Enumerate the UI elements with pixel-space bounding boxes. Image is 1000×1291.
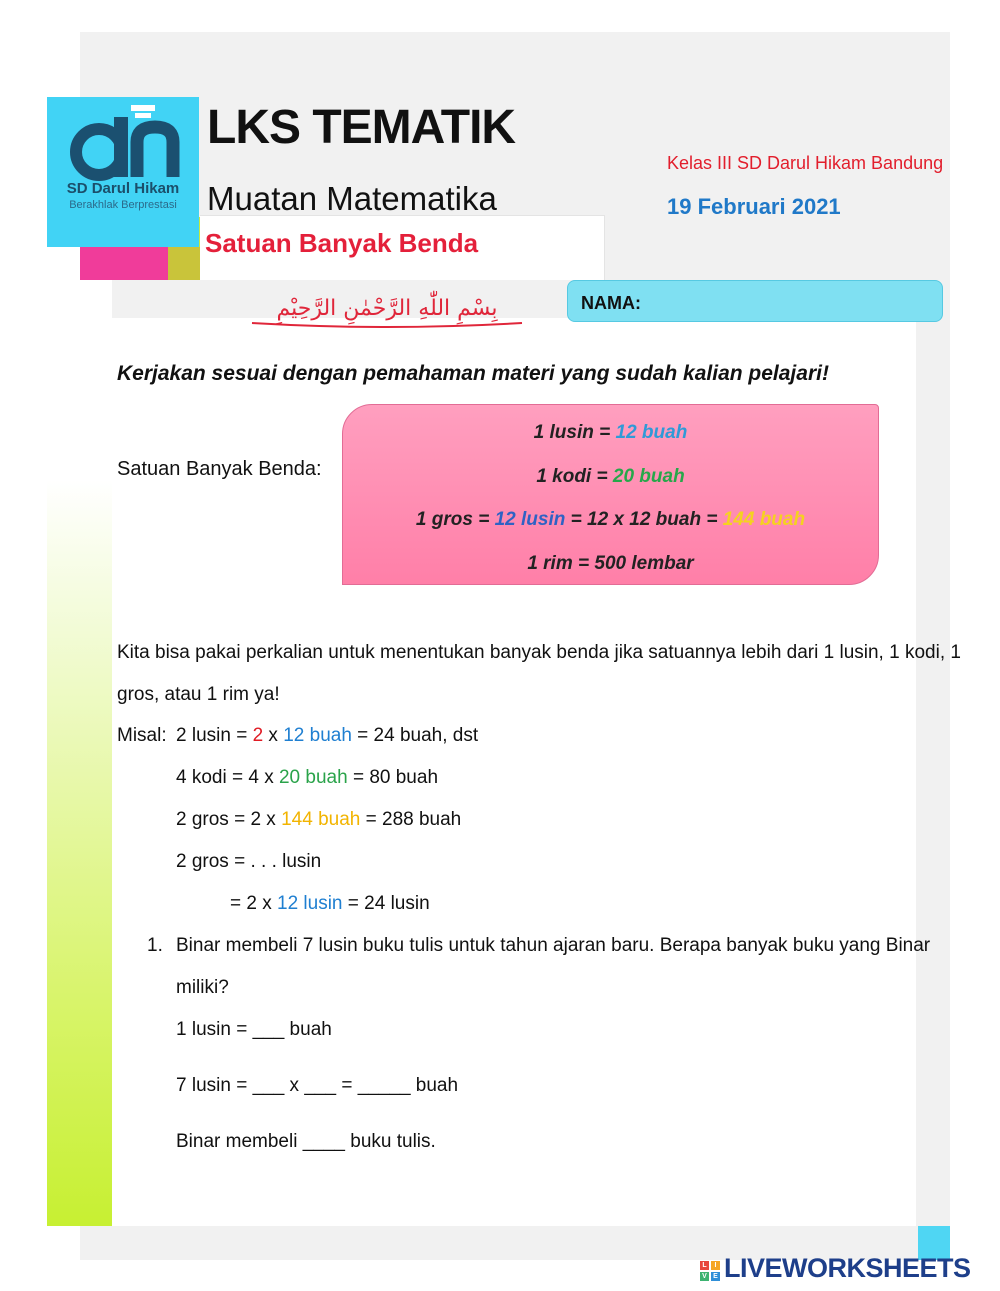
liveworksheets-logo-icon: L I V E bbox=[700, 1261, 722, 1283]
example-1: 2 lusin = 2 x 12 buah = 24 buah, dst bbox=[176, 725, 479, 746]
unit-rim: 1 rim = 500 lembar bbox=[527, 553, 694, 574]
liveworksheets-brand[interactable]: LIVEWORKSHEETS bbox=[724, 1253, 971, 1283]
explanation-line-1: Kita bisa pakai perkalian untuk menentukan banyak benda jika satuannya lebih dari 1 lusin, 1 kodi, 1 bbox=[117, 642, 961, 663]
topic-title: Satuan Banyak Benda bbox=[205, 228, 479, 258]
basmalah-calligraphy bbox=[222, 285, 552, 331]
page-subtitle: Muatan Matematika bbox=[207, 180, 497, 217]
basmalah-art bbox=[222, 285, 552, 331]
example-2: 4 kodi = 4 x 20 buah = 80 buah bbox=[176, 767, 439, 788]
unit-gros: 1 gros = 12 lusin = 12 x 12 buah = 144 buah bbox=[415, 509, 806, 530]
decor-olive-block bbox=[168, 247, 200, 280]
example-3: 2 gros = 2 x 144 buah = 288 buah bbox=[176, 809, 462, 830]
frame-green-gradient bbox=[47, 480, 112, 1226]
question-text-line-1: Binar membeli 7 lusin buku tulis untuk tahun ajaran baru. Berapa banyak buku yang Binar bbox=[176, 935, 931, 956]
unit-lusin: 1 lusin = 12 buah bbox=[533, 422, 688, 443]
explanation-line-2: gros, atau 1 rim ya! bbox=[117, 684, 280, 705]
logo-tagline: Berakhlak Berprestasi bbox=[69, 199, 177, 211]
question-number: 1. bbox=[147, 935, 163, 956]
question-text-line-2: miliki? bbox=[176, 977, 229, 998]
answer-sentence[interactable]: Binar membeli ____ buku tulis. bbox=[176, 1131, 436, 1152]
logo-school-name: SD Darul Hikam bbox=[66, 180, 180, 197]
unit-kodi: 1 kodi = 20 buah bbox=[536, 466, 685, 487]
example-label: Misal: bbox=[117, 725, 167, 746]
example-5: = 2 x 12 lusin = 24 lusin bbox=[230, 893, 430, 914]
example-4: 2 gros = . . . lusin bbox=[176, 851, 322, 872]
school-logo bbox=[47, 97, 199, 247]
units-label: Satuan Banyak Benda: bbox=[117, 458, 322, 480]
answer-step-2[interactable]: 7 lusin = ___ x ___ = _____ buah bbox=[176, 1075, 459, 1096]
page-title: LKS TEMATIK bbox=[207, 101, 516, 154]
answer-step-1[interactable]: 1 lusin = ___ buah bbox=[176, 1019, 332, 1040]
name-label: NAMA: bbox=[581, 293, 641, 313]
class-info: Kelas III SD Darul Hikam Bandung bbox=[667, 153, 944, 173]
school-logo-icon bbox=[47, 97, 199, 247]
basmalah-text: بِسْمِ اللّٰهِ الرَّحْمٰنِ الرَّحِيْمِ bbox=[276, 296, 498, 321]
frame-white-strip bbox=[47, 280, 112, 480]
instruction-text: Kerjakan sesuai dengan pemahaman materi yang sudah kalian pelajari! bbox=[117, 362, 829, 385]
date-label: 19 Februari 2021 bbox=[667, 194, 841, 219]
